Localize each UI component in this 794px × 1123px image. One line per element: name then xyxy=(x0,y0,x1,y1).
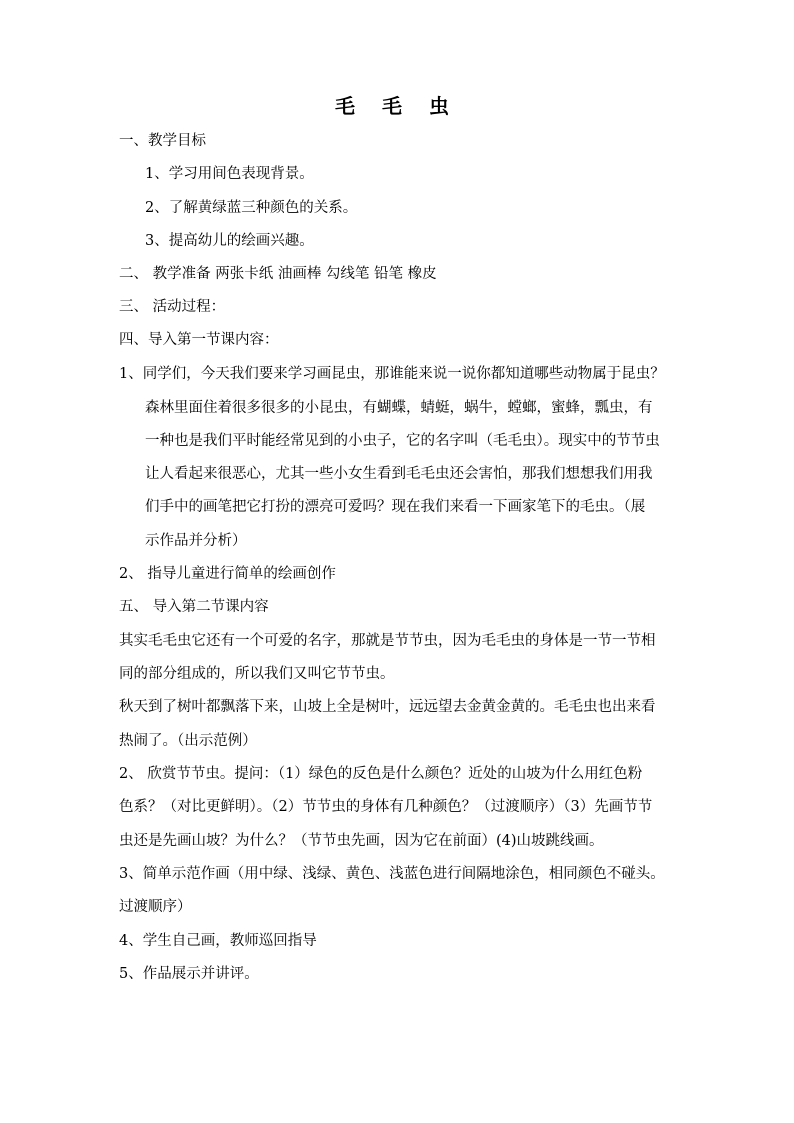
paragraph-line: 1、同学们，今天我们要来学习画昆虫，那谁能来说一说你都知道哪些动物属于昆虫？ xyxy=(119,366,665,382)
item-students-draw: 4、学生自己画，教师巡回指导 xyxy=(119,933,317,949)
paragraph-line: 秋天到了树叶都飘落下来，山坡上全是树叶，远远望去金黄金黄的。毛毛虫也出来看 xyxy=(119,699,656,715)
heading-lesson-two: 五、 导入第二节课内容 xyxy=(119,599,269,615)
paragraph-line: 2、 欣赏节节虫。提问：（1）绿色的反色是什么颜色？近处的山坡为什么用红色粉 xyxy=(119,766,643,782)
heading-teaching-goals: 一、教学目标 xyxy=(119,133,206,149)
paragraph-line: 让人看起来很恶心，尤其一些小女生看到毛毛虫还会害怕，那我们想想我们用我 xyxy=(145,466,653,482)
paragraph-line: 森林里面住着很多很多的小昆虫，有蝴蝶，蜻蜓，蜗牛，螳螂，蜜蜂，瓢虫，有 xyxy=(145,400,653,416)
heading-activity-process: 三、 活动过程： xyxy=(119,299,226,315)
paragraph-line: 色系？（对比更鲜明）。（2）节节虫的身体有几种颜色？（过渡顺序）（3）先画节节 xyxy=(119,799,653,815)
heading-teaching-prep: 二、 教学准备 两张卡纸 油画棒 勾线笔 铅笔 橡皮 xyxy=(119,266,437,282)
item-show-and-review: 5、作品展示并讲评。 xyxy=(119,966,259,982)
document-title: 毛 毛 虫 xyxy=(335,94,459,118)
goal-item-3: 3、提高幼儿的绘画兴趣。 xyxy=(145,233,314,249)
paragraph-line: 热闹了。（出示范例） xyxy=(119,733,257,749)
paragraph-line: 们手中的画笔把它打扮的漂亮可爱吗？现在我们来看一下画家笔下的毛虫。（展 xyxy=(145,499,646,515)
paragraph-line: 其实毛毛虫它还有一个可爱的名字，那就是节节虫，因为毛毛虫的身体是一节一节相 xyxy=(119,633,656,649)
goal-item-2: 2、了解黄绿蓝三种颜色的关系。 xyxy=(145,200,358,216)
paragraph-line: 一种也是我们平时能经常见到的小虫子，它的名字叫（毛毛虫）。现实中的节节虫 xyxy=(145,433,660,449)
heading-lesson-one: 四、导入第一节课内容： xyxy=(119,332,279,348)
paragraph-line: 过渡顺序） xyxy=(119,899,192,915)
goal-item-1: 1、学习用间色表现背景。 xyxy=(145,166,314,182)
paragraph-line: 虫还是先画山坡？为什么？（节节虫先画，因为它在前面）(4)山坡跳线画。 xyxy=(119,833,604,849)
paragraph-line: 同的部分组成的，所以我们又叫它节节虫。 xyxy=(119,666,395,682)
paragraph-line: 3、简单示范作画（用中绿、浅绿、黄色、浅蓝色进行间隔地涂色，相同颜色不碰头。 xyxy=(119,866,665,882)
paragraph-line: 示作品并分析） xyxy=(145,533,247,549)
item-guide-creation: 2、 指导儿童进行简单的绘画创作 xyxy=(119,566,336,582)
